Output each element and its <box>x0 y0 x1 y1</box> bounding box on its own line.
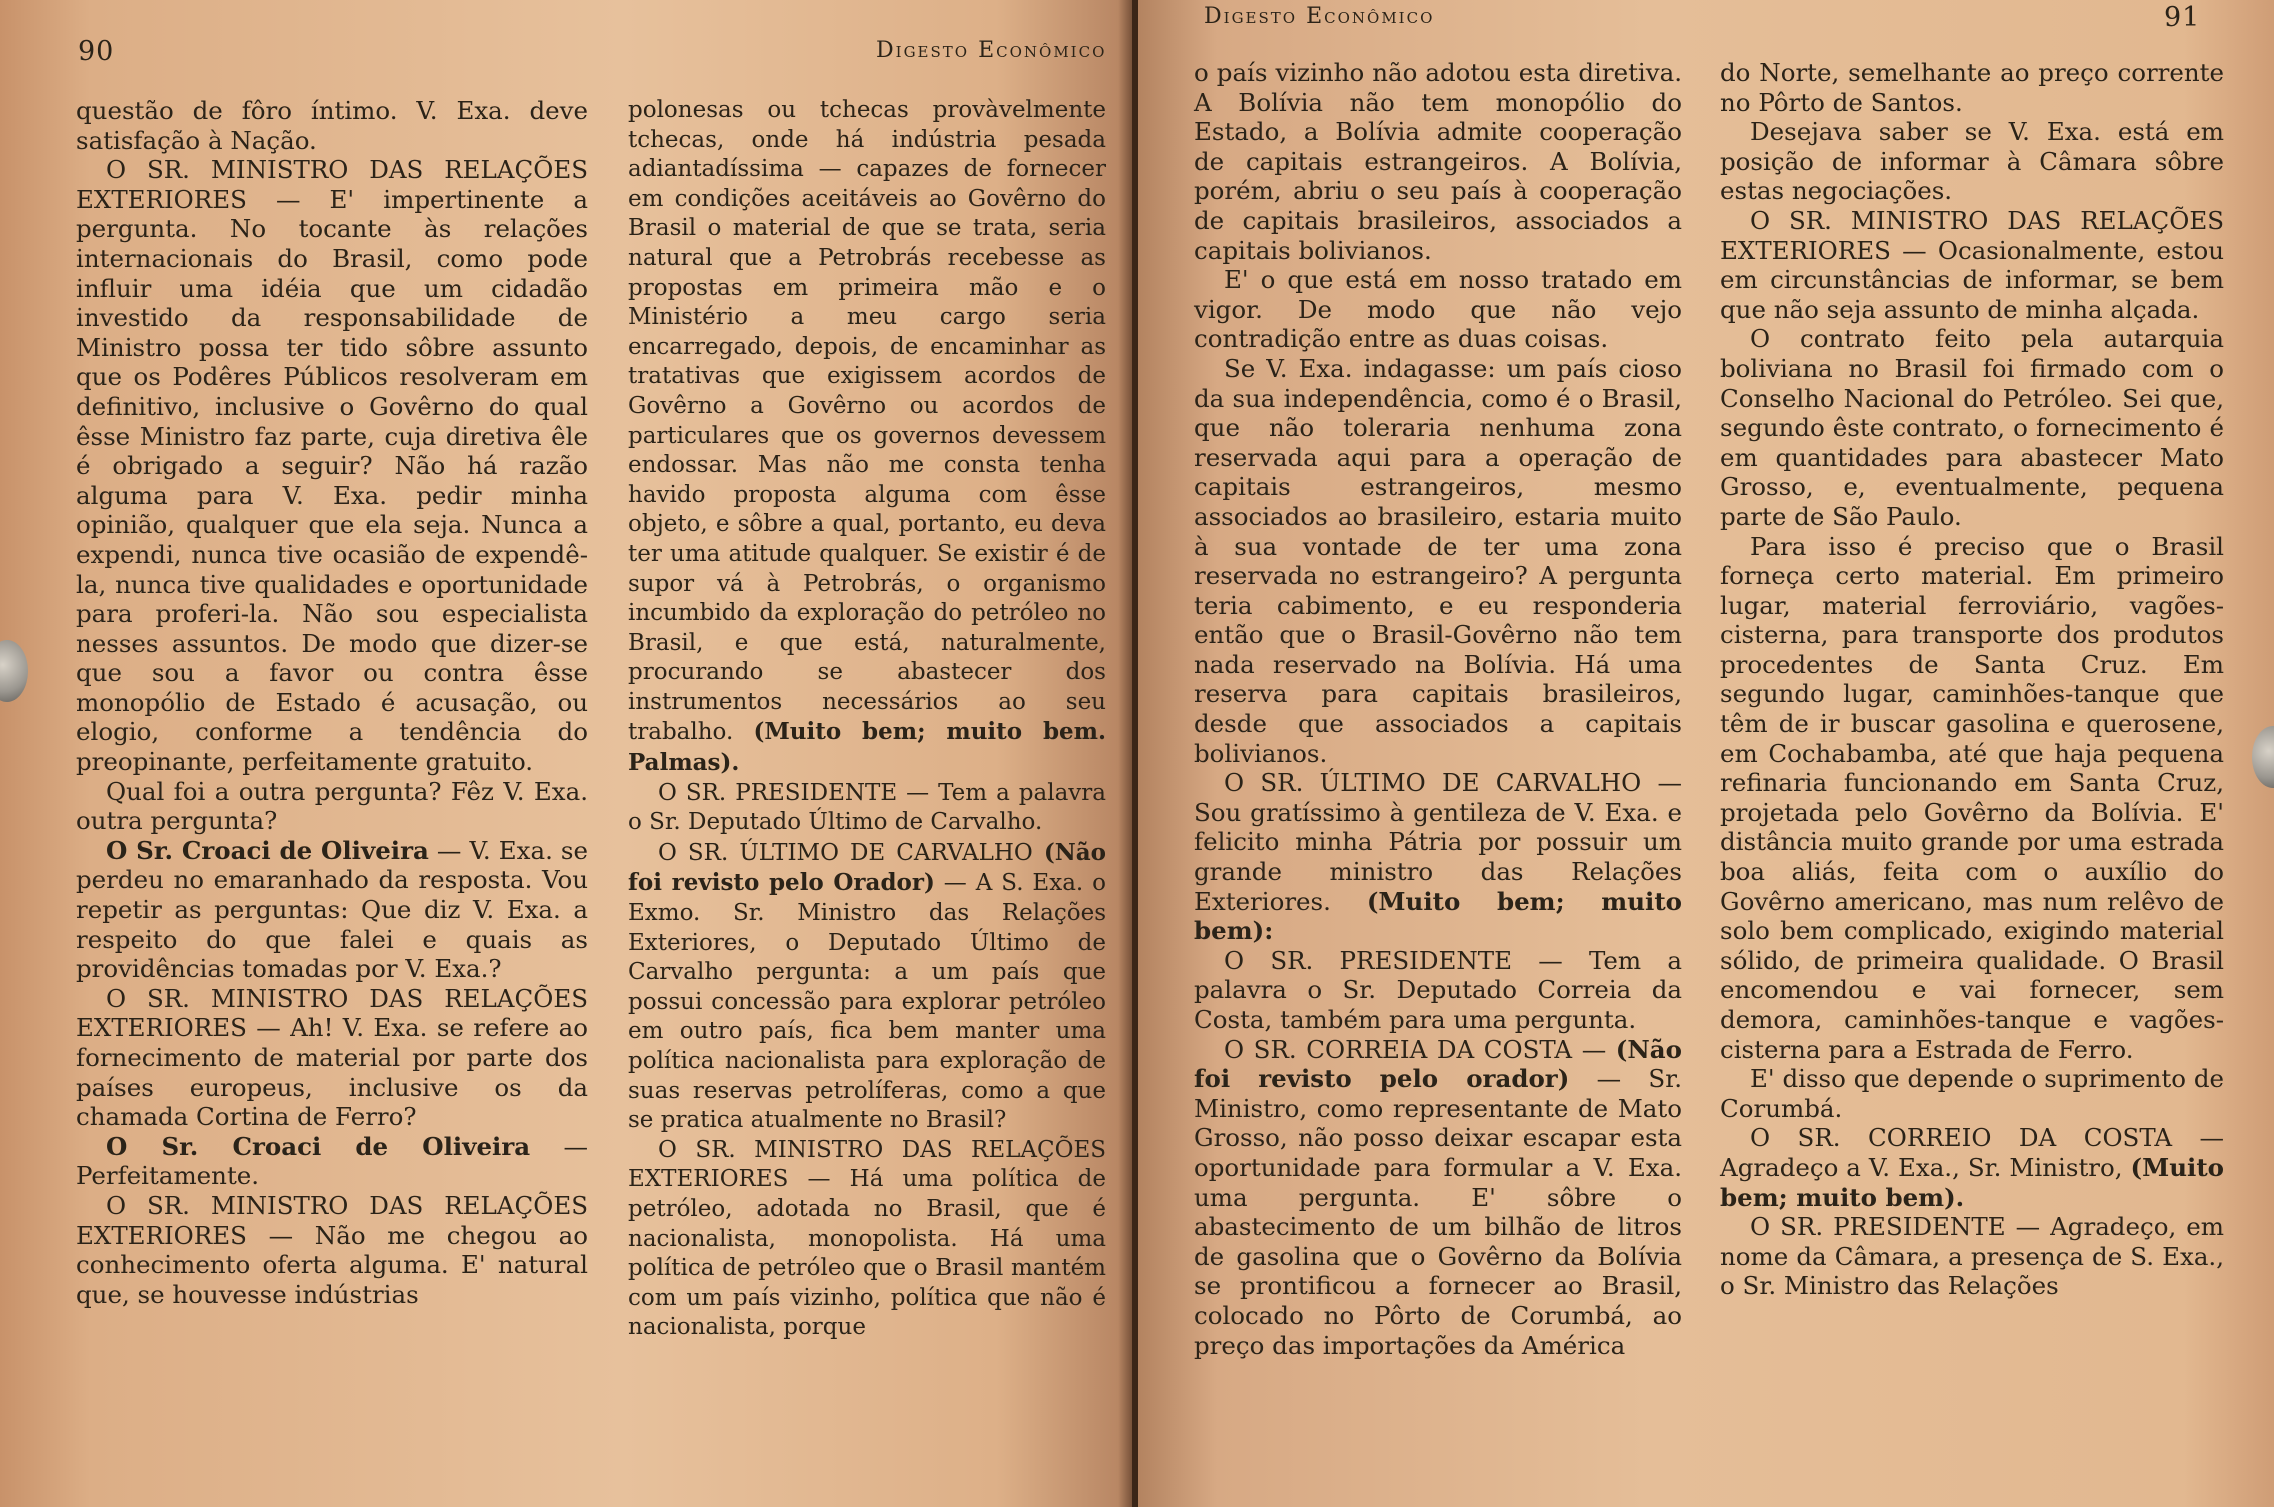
right-page <box>1138 0 2274 1507</box>
paragraph: do Norte, semelhante ao preço corrente no Pôrto de Santos. <box>1720 58 2224 117</box>
paragraph: O SR. PRESIDENTE — Tem a palavra o Sr. Deputado Correia da Costa, também para uma pergunta. <box>1194 945 1682 1034</box>
paragraph: O SR. MINISTRO DAS RELAÇÕES EXTERIORES — Ocasionalmente, estou em circunstâncias de informar, se bem que não seja assunto de minha alçada. <box>1720 205 2224 324</box>
binding-hole <box>2252 726 2274 788</box>
paragraph: Qual foi a outra pergunta? Fêz V. Exa. outra pergunta? <box>76 776 588 836</box>
left-page <box>0 0 1132 1507</box>
paragraph: O SR. CORREIO DA COSTA — Agradeço a V. Exa., Sr. Ministro, (Muito bem; muito bem). <box>1720 1123 2224 1212</box>
paragraph: O SR. MINISTRO DAS RELAÇÕES EXTERIORES — Ah! V. Exa. se refere ao fornecimento de material por parte dos países europeus, inclusive os da chamada Cortina de Ferro? <box>76 983 588 1132</box>
paragraph: polonesas ou tchecas provàvelmente tchecas, onde há indústria pesada adiantadíssima — capazes de fornecer em condições aceitáveis ao Govêrno do Brasil o material de que se trata, seria natural que a Petrobrás recebesse as propostas em primeira mão e o Ministério a meu cargo seria encarregado, depois, de encaminhar as tratativas que exigissem acordos de Govêrno a Govêrno ou acordos de particulares que os governos devessem endossar. Mas não me consta tenha havido proposta alguma com êsse objeto, e sôbre a qual, portanto, eu deva ter uma atitude qualquer. Se existir é de supor vá à Petrobrás, o organismo incumbido da exploração do petróleo no Brasil, e que está, naturalmente, procurando se abastecer dos instrumentos necessários ao seu trabalho. (Muito bem; muito bem. Palmas). <box>628 97 1107 777</box>
paragraph: Se V. Exa. indagasse: um país cioso da sua independência, como é o Brasil, que não toleraria nenhuma zona reservada aqui para a operação de capitais estrangeiros, mesmo associados ao brasileiro, estaria muito à sua vontade de ter uma zona reservada no estrangeiro? A pergunta teria cabimento, e eu responderia então que o Brasil-Govêrno não tem nada reservado na Bolívia. Há uma reserva para capitais brasileiros, desde que associados a capitais bolivianos. <box>1194 353 1682 768</box>
paragraph: O SR. ÚLTIMO DE CARVALHO — Sou gratíssimo à gentileza de V. Exa. e felicito minha Pátria por possuir um grande ministro das Relações Exteriores. (Muito bem; muito bem): <box>1194 768 1683 946</box>
binding-hole <box>0 640 28 702</box>
paragraph: O SR. CORREIA DA COSTA — (Não foi revisto pelo orador) — Sr. Ministro, como representante de Mato Grosso, não posso deixar escapar esta oportunidade para formular a V. Exa. uma pergunta. E' sôbre o abastecimento de um bilhão de litros de gasolina que o Govêrno da Bolívia se prontificou a fornecer ao Brasil, colocado no Pôrto de Corumbá, ao preço das importações da América <box>1194 1034 1683 1360</box>
paragraph: O SR. PRESIDENTE — Agradeço, em nome da Câmara, a presença de S. Exa., o Sr. Ministro das Relações <box>1720 1212 2224 1301</box>
paragraph: O SR. MINISTRO DAS RELAÇÕES EXTERIORES — Há uma política de petróleo, adotada no Brasil, que é nacionalista, monopolista. Há uma política de petróleo que o Brasil mantém com um país vizinho, política que não é nacionalista, porque <box>628 1136 1106 1341</box>
text-column-1 <box>76 96 588 1309</box>
paragraph: O contrato feito pela autarquia boliviana no Brasil foi firmado com o Conselho Nacional do Petróleo. Sei que, segundo êste contrato, o fornecimento é em quantidades para abastecer Mato Grosso, e, eventualmente, pequena parte de São Paulo. <box>1720 324 2224 531</box>
paragraph: o país vizinho não adotou esta diretiva. A Bolívia não tem monopólio do Estado, a Bolívia admite cooperação de capitais estrangeiros. A Bolívia, porém, abriu o seu país à cooperação de capitais brasileiros, associados a capitais bolivianos. <box>1194 58 1682 265</box>
paragraph: O Sr. Croaci de Oliveira — V. Exa. se perdeu no emaranhado da resposta. Vou repetir as perguntas: Que diz V. Exa. a respeito do que falei e quais as providências tomadas por V. Exa.? <box>76 835 588 984</box>
paragraph: O Sr. Croaci de Oliveira — Perfeitamente. <box>76 1131 588 1191</box>
paragraph: O SR. ÚLTIMO DE CARVALHO (Não foi revisto pelo Orador) — A S. Exa. o Exmo. Sr. Ministro das Relações Exteriores, o Deputado Último de Carvalho pergunta: a um país que possui concessão para explorar petróleo em outro país, fica bem manter uma política nacionalista para exploração de suas reservas petrolíferas, como a que se pratica atualmente no Brasil? <box>628 838 1106 1134</box>
paragraph: questão de fôro íntimo. V. Exa. deve satisfação à Nação. <box>76 96 588 155</box>
paragraph: O SR. PRESIDENTE — Tem a palavra o Sr. Deputado Último de Carvalho. <box>628 779 1106 836</box>
text-column-2 <box>628 96 1106 1343</box>
paragraph: E' disso que depende o suprimento de Corumbá. <box>1720 1064 2224 1123</box>
text-column-1 <box>1194 58 1682 1360</box>
paragraph: O SR. MINISTRO DAS RELAÇÕES EXTERIORES — E' impertinente a pergunta. No tocante às relações internacionais do Brasil, como pode influir uma idéia que um cidadão investido da responsabilidade de Ministro possa ter tido sôbre assunto que os Podêres Públicos resolveram em definitivo, inclusive o Govêrno do qual êsse Ministro faz parte, cuja diretiva êle é obrigado a seguir? Não há razão alguma para V. Exa. pedir minha opinião, qualquer que ela seja. Nunca a expendi, nunca tive ocasião de expendê-la, nunca tive qualidades e oportunidade para proferi-la. Não sou especialista nesses assuntos. De modo que dizer-se que sou a favor ou contra êsse monopólio de Estado é acusação, ou elogio, conforme a tendência do preopinante, perfeitamente gratuito. <box>76 155 588 777</box>
paragraph: O SR. MINISTRO DAS RELAÇÕES EXTERIORES — Não me chegou ao conhecimento oferta alguma. E' natural que, se houvesse indústrias <box>76 1190 588 1309</box>
running-head: Digesto Econômico <box>1204 4 1435 29</box>
running-head: Digesto Econômico <box>876 38 1107 63</box>
page-number: 91 <box>2164 2 2201 33</box>
page-number: 90 <box>78 36 115 67</box>
paragraph: E' o que está em nosso tratado em vigor. De modo que não vejo contradição entre as duas coisas. <box>1194 265 1682 354</box>
text-column-2 <box>1720 58 2224 1301</box>
paragraph: Para isso é preciso que o Brasil forneça certo material. Em primeiro lugar, material ferroviário, vagões-cisterna, para transporte dos produtos procedentes de Santa Cruz. Em segundo lugar, caminhões-tanque que têm de ir buscar gasolina e querosene, em Cochabamba, até que haja pequena refinaria funcionando em Santa Cruz, projetada pelo Govêrno da Bolívia. E' distância muito grande por uma estrada boa aliás, feita com o auxílio do Govêrno americano, mas num relêvo de solo bem complicado, exigindo material sólido, de primeira qualidade. O Brasil encomendou e vai fornecer, sem demora, caminhões-tanque e vagões-cisterna para a Estrada de Ferro. <box>1720 531 2224 1064</box>
paragraph: Desejava saber se V. Exa. está em posição de informar à Câmara sôbre estas negociações. <box>1720 117 2224 206</box>
